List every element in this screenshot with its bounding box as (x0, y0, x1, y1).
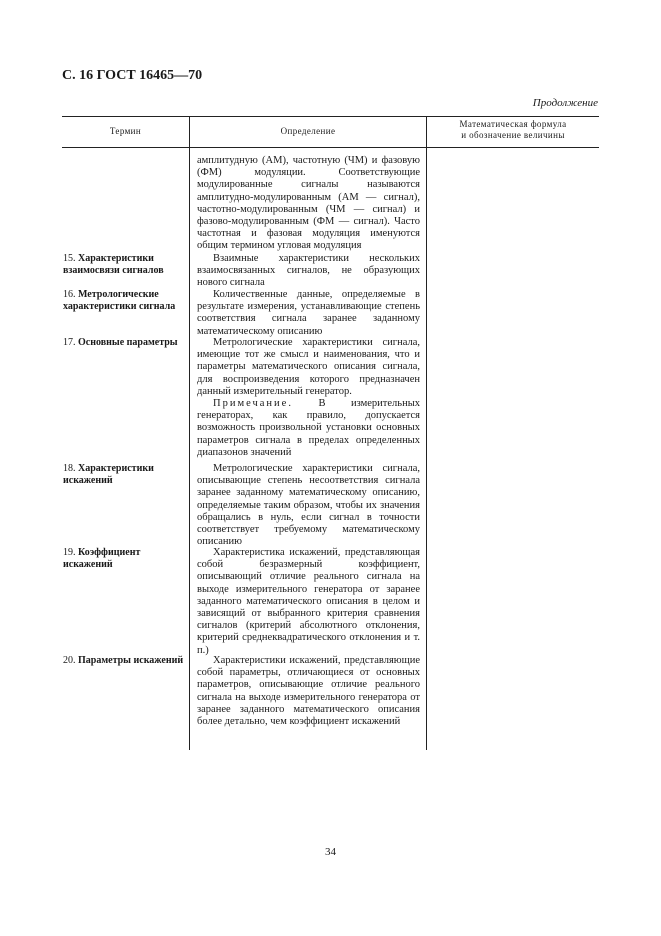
table-top-rule (62, 116, 599, 117)
term-16 (63, 289, 187, 313)
term-number: 15. (63, 253, 76, 264)
definition-19: Характеристика искажений, представляющая собой безразмерный коэффициент, описывающий отличие реального сигнала на выходе измерительного генератора от заранее заданного математического описания в целом и зависящий от выбранного критерия сравнения сигналов (критерий абсолютного отклонения, критерий среднеквадратического отклонения и т. п.) (197, 547, 420, 656)
term-name: Метрологические характеристики сигнала (63, 289, 176, 312)
term-number: 17. (63, 337, 76, 348)
note-label: Примечание. (213, 398, 293, 409)
continuation-label: Продолжение (532, 97, 598, 109)
definition-15: Взаимные характеристики нескольких взаимосвязанных сигналов, не образующих нового сигнала (197, 253, 420, 289)
term-name: Характеристики взаимосвязи сигналов (63, 253, 164, 276)
column-divider-1 (189, 116, 190, 750)
term-number: 16. (63, 289, 76, 300)
term-name: Параметры искажений (78, 655, 184, 666)
definition-18: Метрологические характеристики сигнала, описывающие степень несоответствия сигнала заранее заданному математическому описанию, определяемые таким образом, чтобы их значения обращались в нуль, если сигнал в точности соответствует требуемому математическому описанию (197, 463, 420, 548)
term-17 (63, 337, 187, 349)
column-header-definition: Определение (280, 126, 336, 136)
term-number: 20. (63, 655, 76, 666)
column-header-term: Термин (109, 126, 142, 136)
column-header-formula-line1: Математическая формула (459, 119, 567, 129)
note-text: В измерительных генераторах, как правило, допускается возможность произвольной установки основных параметров сигнала в пределах определенных диапазонов значений (197, 398, 420, 458)
header-bottom-rule (62, 147, 599, 148)
page-number: 34 (325, 846, 336, 858)
term-number: 18. (63, 463, 76, 474)
term-15 (63, 253, 187, 277)
term-20 (63, 655, 187, 667)
column-header-formula-line2: и обозначение величины (461, 130, 565, 140)
note-17 (197, 398, 420, 459)
term-19 (63, 547, 187, 571)
definition-20: Характеристики искажений, представляющие собой параметры, отличающиеся от основных параметров, описывающие отличие реального сигнала на выходе измерительного генератора от заранее заданного математического описания более детально, чем коэффициент искажений (197, 655, 420, 728)
term-name: Основные параметры (78, 337, 178, 348)
page-header: С. 16 ГОСТ 16465—70 (62, 68, 203, 83)
definition-16: Количественные данные, определяемые в результате измерения, устанавливающие степень соответствия сигнала заранее заданному математическому описанию (197, 289, 420, 337)
definition-17: Метрологические характеристики сигнала, имеющие тот же смысл и наименования, что и параметры математического описания сигнала, для воспроизведения которого предназначен данный измерительный генератор. (197, 337, 420, 397)
carryover-definition: амплитудную (АМ), частотную (ЧМ) и фазовую (ФМ) модуляции. Соответствующие модулированные сигналы называются амплитудно-модулированным (АМ — сигнал), частотно-модулированным (ЧМ — сигнал) и фазово-модулированным (ФМ — сигнал). Часто частотная и фазовая модуляция именуются общим термином угловая модуляция (197, 155, 420, 252)
term-name: Коэффициент искажений (63, 547, 141, 570)
term-number: 19. (63, 547, 76, 558)
column-header-formula (427, 119, 599, 141)
column-divider-2 (426, 116, 427, 750)
term-18 (63, 463, 187, 487)
term-name: Характеристики искажений (63, 463, 154, 486)
